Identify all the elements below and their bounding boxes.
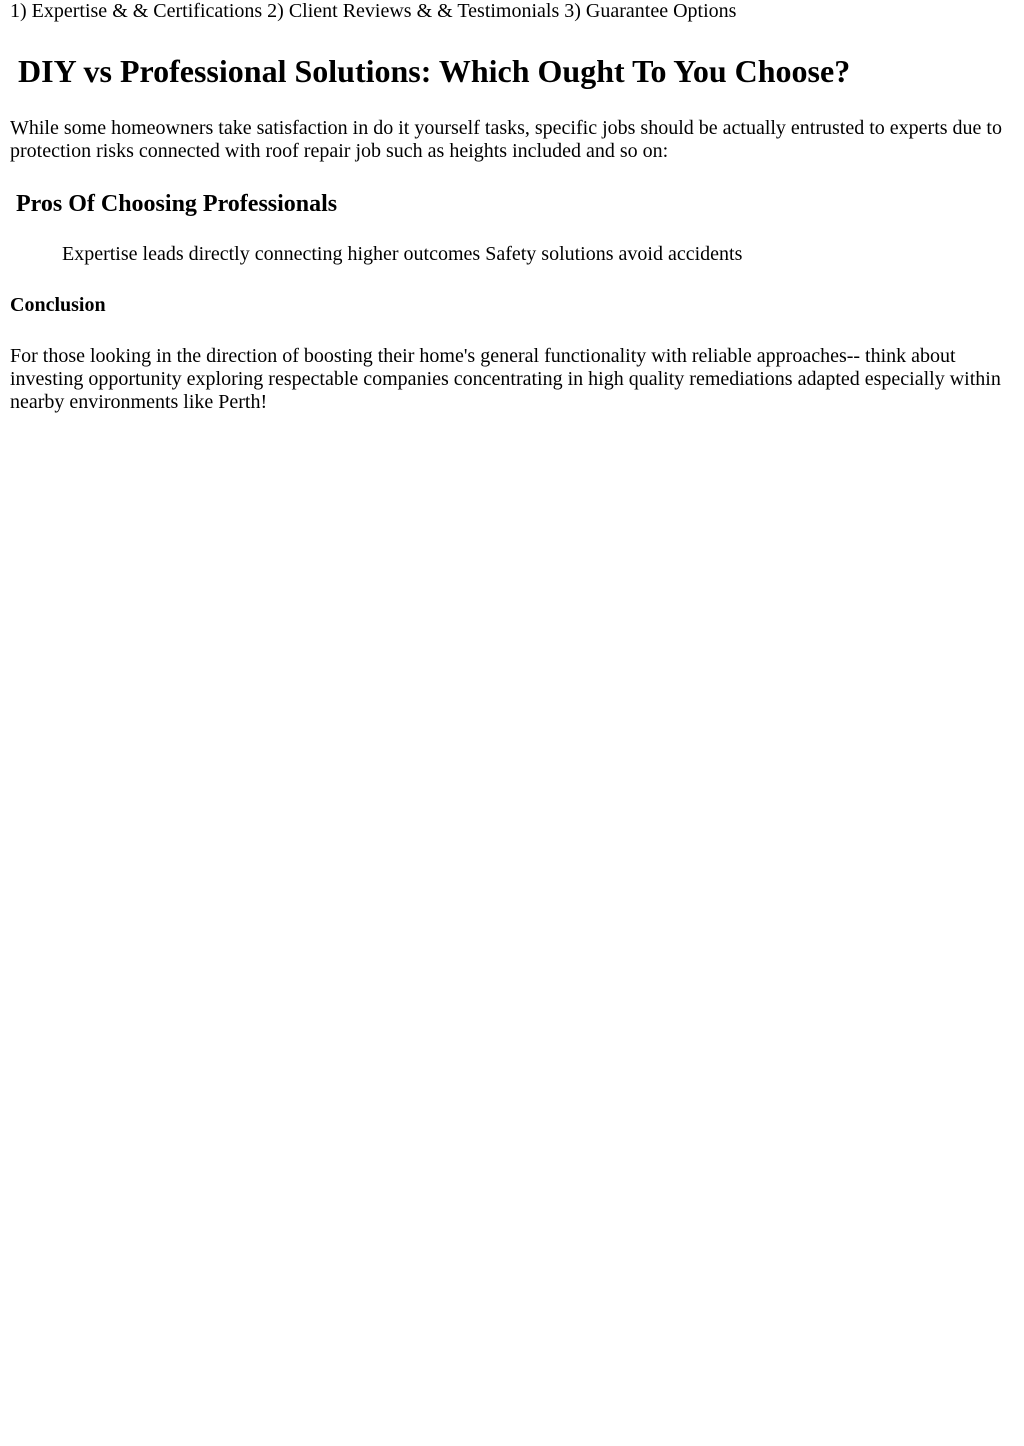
pros-blockquote: Expertise leads directly connecting higher outcomes Safety solutions avoid accidents [62,243,743,265]
intro-paragraph: While some homeowners take satisfaction in do it yourself tasks, specific jobs should be actually entrusted to experts due to protection risks connected with roof repair job such as heights included and so on: [10,117,1002,162]
top-list-line: 1) Expertise & & Certifications 2) Client Reviews & & Testimonials 3) Guarantee Options [10,0,737,22]
conclusion-heading: Conclusion [10,294,106,316]
conclusion-paragraph: For those looking in the direction of boosting their home's general functionality with reliable approaches-- think about investing opportunity exploring respectable companies concentrating in high quality remediations adapted especially within nearby environments like Perth! [10,345,1001,413]
section-heading-pros: Pros Of Choosing Professionals [16,191,338,217]
page-title: DIY vs Professional Solutions: Which Ought To You Choose? [18,53,851,89]
